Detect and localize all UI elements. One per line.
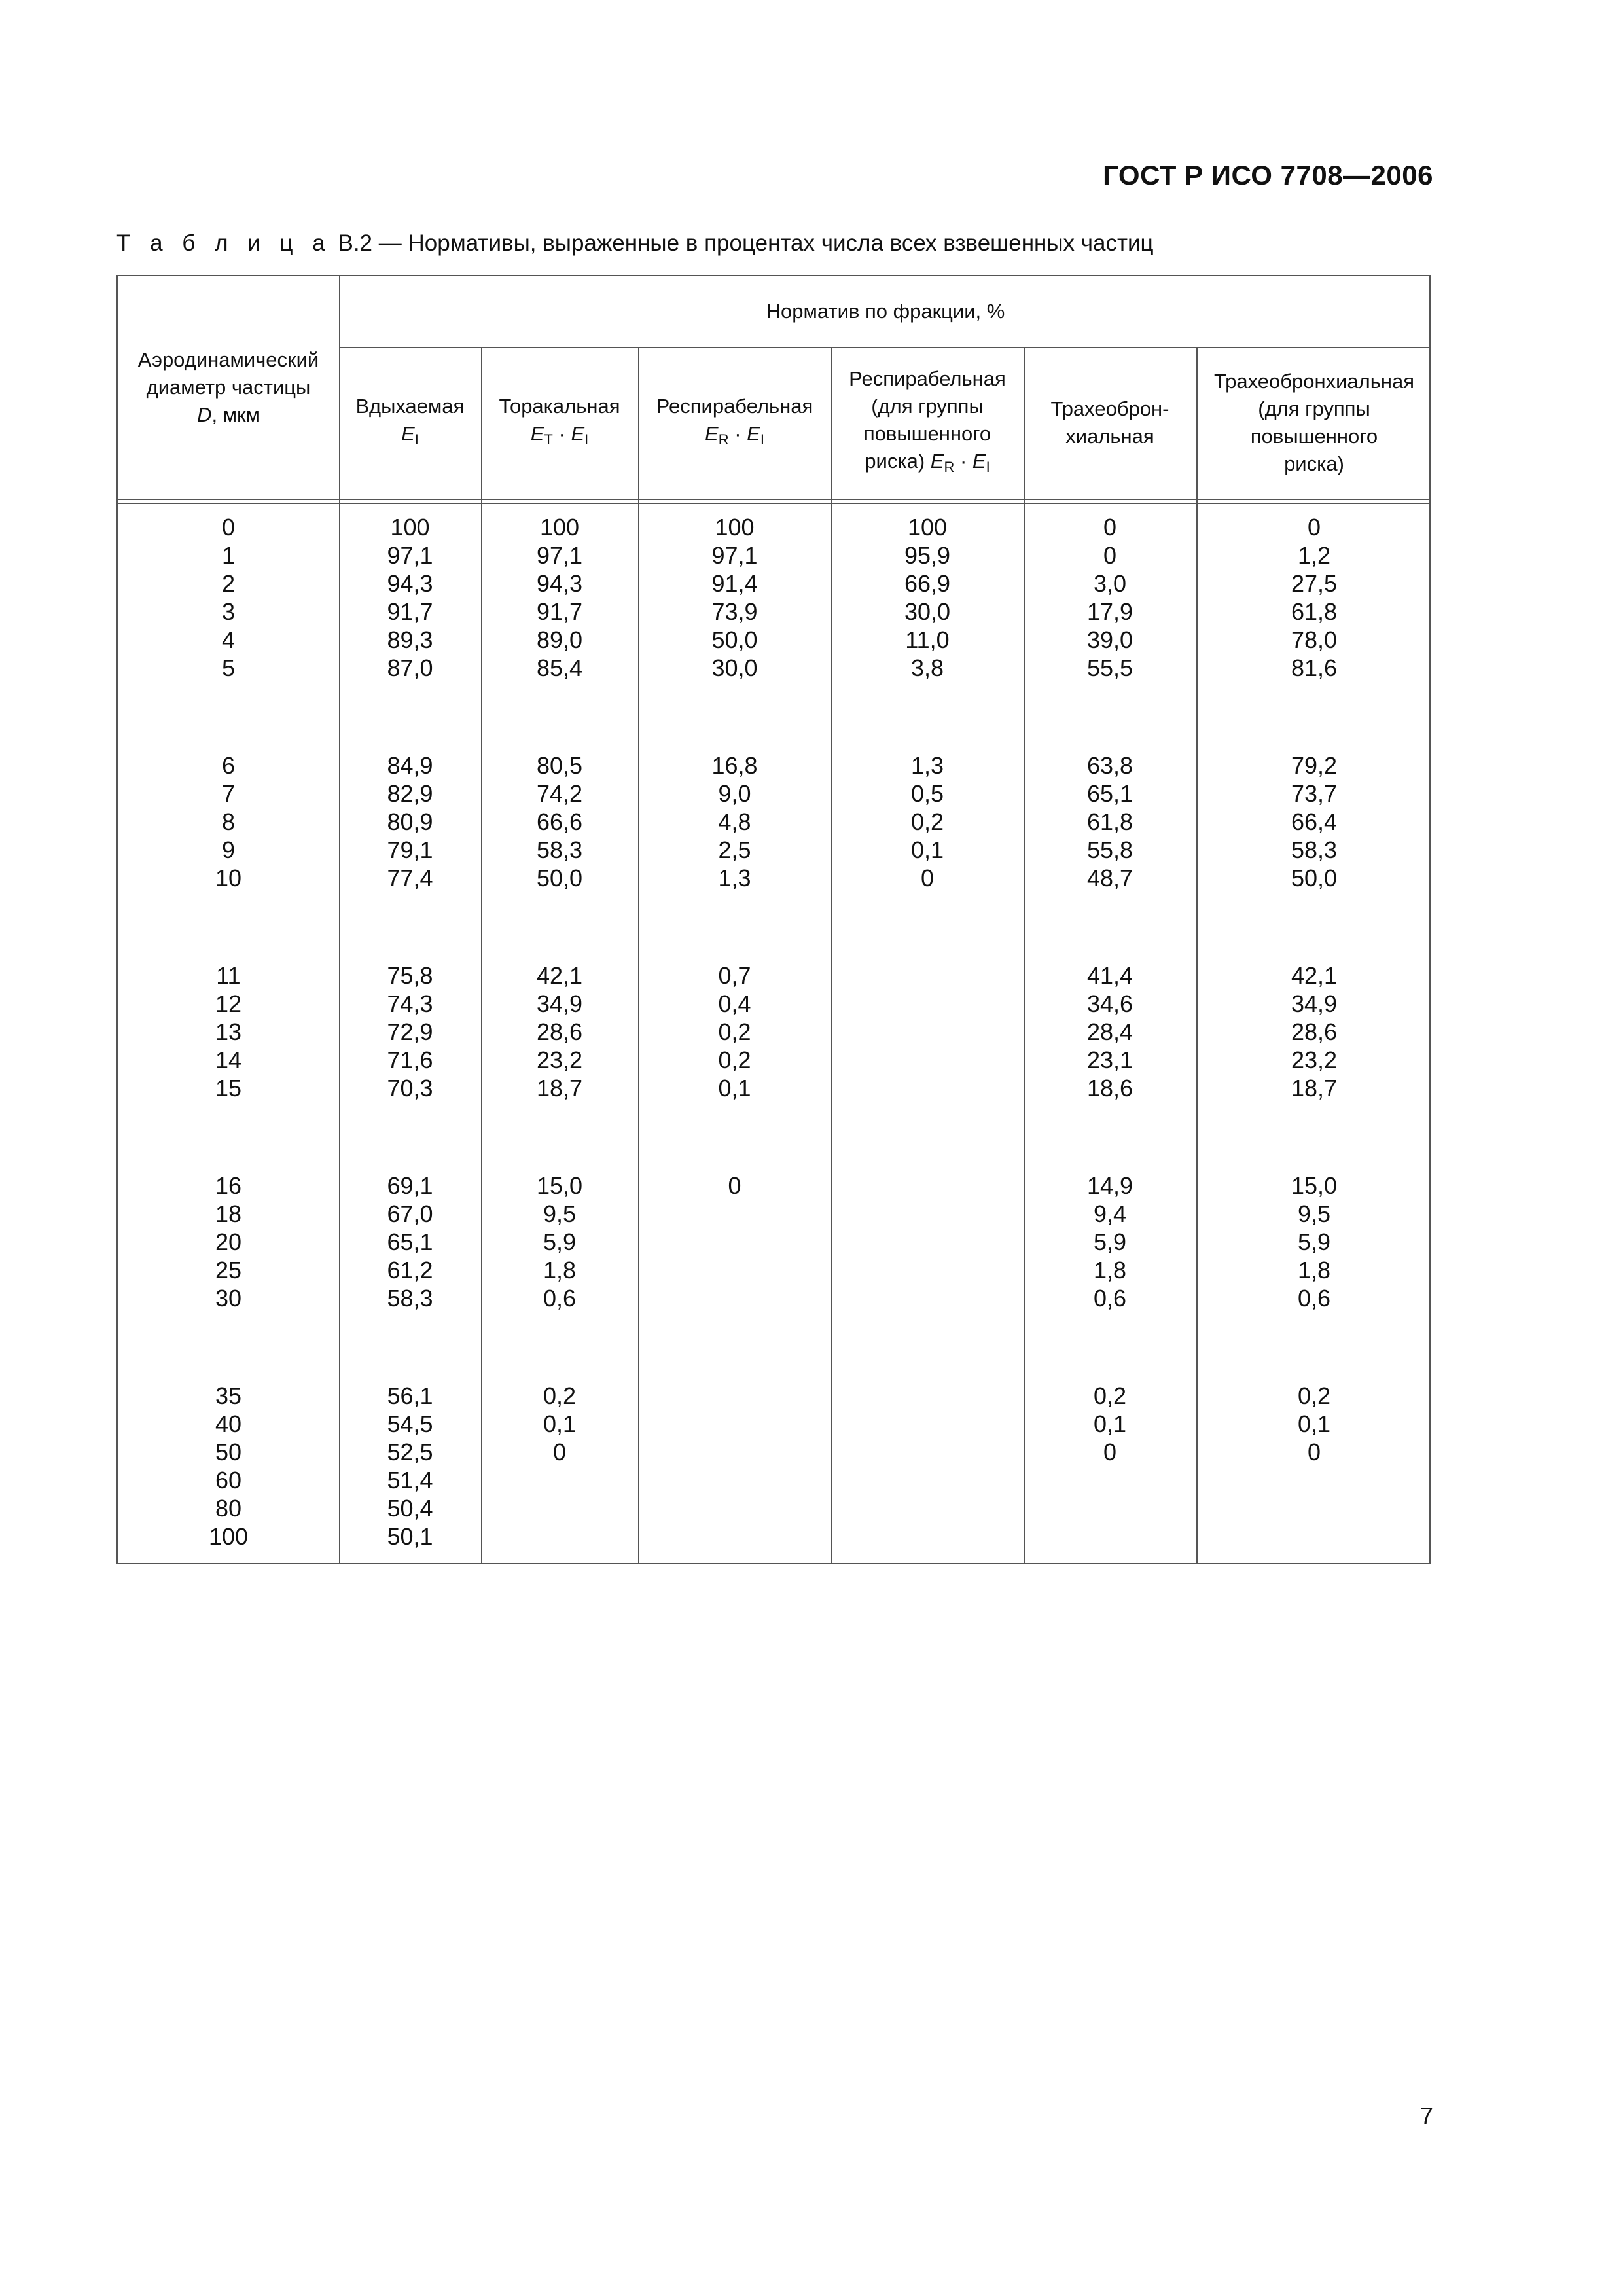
table-cell: 0 xyxy=(1103,542,1116,569)
table-caption-text: — Нормативы, выраженные в процентах числа всех взвешенных частиц xyxy=(372,230,1154,256)
table-cell: 0 xyxy=(552,1439,566,1465)
diameter-column-header xyxy=(118,276,339,499)
table-cell: 69,1 xyxy=(387,1172,433,1199)
table-cell: 1,3 xyxy=(910,752,944,779)
respirable-column-header: Респирабельная $E_R \cdot E_I$ xyxy=(656,394,813,448)
table-cell: 0 xyxy=(1307,514,1321,541)
table-cell: 80 xyxy=(215,1495,242,1522)
table-cell: 42,1 xyxy=(536,962,583,989)
thoracic-values-column xyxy=(481,513,638,1535)
table-cell: 0,1 xyxy=(1297,1410,1331,1437)
row-group xyxy=(215,1172,241,1312)
table-cell: 94,3 xyxy=(536,570,583,597)
table-cell: 0 xyxy=(920,865,934,891)
table-cell: 5,9 xyxy=(1297,1229,1331,1255)
row-group xyxy=(537,961,582,1102)
table-cell: 0,2 xyxy=(910,808,944,835)
table-cell: 91,7 xyxy=(387,598,433,625)
table-cell: 0,1 xyxy=(543,1410,577,1437)
table-cell: 65,1 xyxy=(1086,780,1133,807)
row-group xyxy=(718,961,751,1102)
table-cell: 9,5 xyxy=(1297,1200,1331,1227)
table-cell: 84,9 xyxy=(387,752,433,779)
table-cell: 80,5 xyxy=(536,752,583,779)
table-cell: 13 xyxy=(215,1018,242,1045)
table-cell: 100 xyxy=(715,514,755,541)
inhalable-column-header: Вдыхаемая $E_I$ xyxy=(355,394,465,448)
table-cell: 2 xyxy=(221,570,236,597)
fraction-group-header: Норматив по фракции, % xyxy=(766,300,1005,323)
table-cell: 82,9 xyxy=(387,780,433,807)
table-cell: 97,1 xyxy=(711,542,758,569)
table-cell: 52,5 xyxy=(387,1439,433,1465)
table-cell: 15,0 xyxy=(1291,1172,1338,1199)
table-cell: 95,9 xyxy=(904,542,951,569)
table-cell: 30,0 xyxy=(904,598,951,625)
table-cell: 14,9 xyxy=(1086,1172,1133,1199)
row-group xyxy=(904,513,950,682)
table-cell: 61,8 xyxy=(1086,808,1133,835)
table-cell: 50,0 xyxy=(536,865,583,891)
tracheobronchial-column-header: Трахеоброн- хиальная xyxy=(1050,397,1169,448)
table-cell: 1,3 xyxy=(718,865,751,891)
table-cell: 56,1 xyxy=(387,1382,433,1409)
row-group xyxy=(543,1382,576,1466)
table-cell: 100 xyxy=(907,514,948,541)
table-cell: 61,2 xyxy=(387,1257,433,1283)
row-group xyxy=(537,751,582,892)
table-cell: 100 xyxy=(390,514,430,541)
tracheobronchial-high-risk-values-column xyxy=(1196,513,1432,1535)
row-group xyxy=(1291,751,1337,892)
table-cell: 58,3 xyxy=(536,836,583,863)
table-cell: 0,1 xyxy=(1093,1410,1127,1437)
table-cell: 0,7 xyxy=(718,962,751,989)
table-cell: 0,6 xyxy=(1093,1285,1127,1312)
table-cell: 28,4 xyxy=(1086,1018,1133,1045)
table-cell: 0,2 xyxy=(718,1018,751,1045)
table-cell: 25 xyxy=(215,1257,242,1283)
table-cell: 0 xyxy=(1103,514,1116,541)
table-cell: 1,8 xyxy=(543,1257,577,1283)
table-cell: 79,2 xyxy=(1291,752,1338,779)
table-cell: 16,8 xyxy=(711,752,758,779)
table-cell: 27,5 xyxy=(1291,570,1338,597)
row-group xyxy=(728,1172,741,1200)
thoracic-column-header: Торакальная $E_T \cdot E_I$ xyxy=(499,394,620,448)
row-group xyxy=(387,1382,433,1551)
table-cell: 0 xyxy=(728,1172,741,1199)
table-cell: 54,5 xyxy=(387,1410,433,1437)
table-cell: 0,2 xyxy=(543,1382,577,1409)
table-cell: 74,3 xyxy=(387,990,433,1017)
table-cell: 0,6 xyxy=(1297,1285,1331,1312)
table-cell: 72,9 xyxy=(387,1018,433,1045)
row-group xyxy=(711,513,757,682)
table-cell: 9,4 xyxy=(1093,1200,1127,1227)
table-cell: 58,3 xyxy=(387,1285,433,1312)
row-group xyxy=(387,1172,433,1312)
table-cell: 7 xyxy=(221,780,235,807)
row-group xyxy=(222,513,235,682)
table-cell: 34,9 xyxy=(1291,990,1338,1017)
table-cell: 71,6 xyxy=(387,1047,433,1073)
table-cell: 79,1 xyxy=(387,836,433,863)
table-cell: 9 xyxy=(221,836,235,863)
table-cell: 80,9 xyxy=(387,808,433,835)
row-group xyxy=(209,1382,248,1551)
table-cell: 100 xyxy=(208,1523,249,1550)
table-cell: 58,3 xyxy=(1291,836,1338,863)
table-cell: 0,2 xyxy=(718,1047,751,1073)
table-cell: 78,0 xyxy=(1291,626,1338,653)
table-cell: 41,4 xyxy=(1086,962,1133,989)
table-cell: 61,8 xyxy=(1291,598,1338,625)
table-cell: 66,6 xyxy=(536,808,583,835)
tracheobronchial-values-column xyxy=(1024,513,1196,1535)
row-group xyxy=(1291,961,1337,1102)
respirable-high-risk-values-column xyxy=(831,513,1024,961)
table-cell: 97,1 xyxy=(536,542,583,569)
table-cell: 85,4 xyxy=(536,655,583,681)
table-cell: 0,2 xyxy=(1297,1382,1331,1409)
table-cell: 6 xyxy=(221,752,235,779)
table-cell: 40 xyxy=(215,1410,242,1437)
table-cell: 15,0 xyxy=(536,1172,583,1199)
table-cell: 0 xyxy=(1307,1439,1321,1465)
table-cell: 14 xyxy=(215,1047,242,1073)
table-cell: 77,4 xyxy=(387,865,433,891)
respirable-values-column xyxy=(638,513,831,1269)
table-cell: 39,0 xyxy=(1086,626,1133,653)
table-cell: 75,8 xyxy=(387,962,433,989)
table-cell: 16 xyxy=(215,1172,242,1199)
table-cell: 50,4 xyxy=(387,1495,433,1522)
table-cell: 11 xyxy=(216,962,241,989)
diameter-header-unit: D, мкм xyxy=(197,403,260,426)
table-cell: 67,0 xyxy=(387,1200,433,1227)
table-cell: 5,9 xyxy=(543,1229,577,1255)
diameter-header-line2: диаметр частицы xyxy=(146,376,311,399)
table-cell: 34,6 xyxy=(1086,990,1133,1017)
table-cell: 0,5 xyxy=(910,780,944,807)
row-group xyxy=(1298,1382,1330,1466)
table-cell: 11,0 xyxy=(905,626,950,653)
table-cell: 87,0 xyxy=(387,655,433,681)
table-cell: 50,1 xyxy=(387,1523,433,1550)
row-group xyxy=(215,961,241,1102)
table-cell: 66,4 xyxy=(1291,808,1338,835)
table-caption xyxy=(116,230,1154,257)
row-group xyxy=(387,513,433,682)
table-cell: 2,5 xyxy=(718,836,751,863)
table-cell: 15 xyxy=(215,1075,242,1102)
table-cell: 55,5 xyxy=(1086,655,1133,681)
table-cell: 81,6 xyxy=(1291,655,1338,681)
row-group xyxy=(711,751,757,892)
table-cell: 55,8 xyxy=(1086,836,1133,863)
document-code: ГОСТ Р ИСО 7708—2006 xyxy=(1103,160,1433,190)
table-cell: 1,8 xyxy=(1297,1257,1331,1283)
table-cell: 1,2 xyxy=(1297,542,1331,569)
table-cell: 50,0 xyxy=(711,626,758,653)
table-cell: 30,0 xyxy=(711,655,758,681)
table-cell: 3 xyxy=(221,598,236,625)
table-cell: 34,9 xyxy=(536,990,583,1017)
tracheobronchial-high-risk-column-header: Трахеобронхиальная (для группы повышенного риска) xyxy=(1213,370,1415,475)
table-cell: 0,4 xyxy=(718,990,751,1017)
table-cell: 91,7 xyxy=(536,598,583,625)
row-group xyxy=(1087,961,1133,1102)
table-cell: 100 xyxy=(539,514,580,541)
page-number: 7 xyxy=(1419,2102,1433,2129)
row-group xyxy=(215,751,241,892)
table-cell: 3,8 xyxy=(910,655,944,681)
table-cell: 18 xyxy=(215,1200,242,1227)
table-caption-number: В.2 xyxy=(338,230,373,256)
table-cell: 23,1 xyxy=(1086,1047,1133,1073)
row-group xyxy=(537,1172,582,1312)
diameter-values-column xyxy=(118,513,339,1620)
table-cell: 63,8 xyxy=(1086,752,1133,779)
table-caption-label: Т а б л и ц а xyxy=(116,230,332,256)
row-group xyxy=(1291,1172,1337,1312)
table-cell: 51,4 xyxy=(387,1467,433,1494)
table-cell: 73,7 xyxy=(1291,780,1338,807)
table-cell: 5 xyxy=(221,655,236,681)
table-cell: 50 xyxy=(215,1439,242,1465)
table-cell: 18,7 xyxy=(536,1075,583,1102)
row-group xyxy=(911,751,944,892)
respirable-high-risk-column-header: Респирабельная (для группы повышенного риска) $E_R \cdot E_I$ xyxy=(849,367,1006,475)
table-cell: 9,5 xyxy=(543,1200,577,1227)
table-cell: 35 xyxy=(215,1382,242,1409)
table-cell: 0,6 xyxy=(543,1285,577,1312)
table-cell: 0,2 xyxy=(1093,1382,1127,1409)
table-cell: 8 xyxy=(221,808,235,835)
table-cell: 23,2 xyxy=(1291,1047,1338,1073)
table-cell: 0 xyxy=(1103,1439,1116,1465)
table-cell: 10 xyxy=(215,865,242,891)
table-cell: 65,1 xyxy=(387,1229,433,1255)
table-cell: 42,1 xyxy=(1291,962,1338,989)
table-cell: 94,3 xyxy=(387,570,433,597)
row-group xyxy=(537,513,582,682)
row-group xyxy=(1291,513,1337,682)
table-cell: 0,1 xyxy=(910,836,944,863)
row-group xyxy=(1094,1382,1126,1466)
table-cell: 4,8 xyxy=(718,808,751,835)
row-group xyxy=(387,961,433,1102)
row-group xyxy=(1087,513,1133,682)
table-cell: 0,1 xyxy=(718,1075,751,1102)
table-cell: 4 xyxy=(221,626,236,653)
table-cell: 28,6 xyxy=(1291,1018,1338,1045)
table-cell: 91,4 xyxy=(711,570,758,597)
table-cell: 60 xyxy=(215,1467,242,1494)
standards-table xyxy=(116,275,1431,1564)
inhalable-values-column xyxy=(339,513,481,1620)
table-cell: 1 xyxy=(221,542,236,569)
diameter-header-line1: Аэродинамический xyxy=(137,348,319,371)
table-cell: 12 xyxy=(215,990,242,1017)
table-cell: 9,0 xyxy=(718,780,751,807)
table-cell: 48,7 xyxy=(1086,865,1133,891)
table-cell: 3,0 xyxy=(1093,570,1127,597)
table-cell: 23,2 xyxy=(536,1047,583,1073)
table-cell: 1,8 xyxy=(1093,1257,1127,1283)
table-cell: 18,7 xyxy=(1291,1075,1338,1102)
row-group xyxy=(1087,1172,1133,1312)
table-cell: 66,9 xyxy=(904,570,951,597)
table-cell: 18,6 xyxy=(1086,1075,1133,1102)
row-group xyxy=(387,751,433,892)
table-cell: 0 xyxy=(221,514,236,541)
table-cell: 73,9 xyxy=(711,598,758,625)
table-cell: 30 xyxy=(215,1285,242,1312)
table-cell: 50,0 xyxy=(1291,865,1338,891)
table-cell: 20 xyxy=(215,1229,242,1255)
table-cell: 70,3 xyxy=(387,1075,433,1102)
table-cell: 5,9 xyxy=(1093,1229,1127,1255)
table-cell: 89,0 xyxy=(536,626,583,653)
table-cell: 89,3 xyxy=(387,626,433,653)
table-cell: 28,6 xyxy=(536,1018,583,1045)
table-cell: 17,9 xyxy=(1086,598,1133,625)
row-group xyxy=(1087,751,1133,892)
table-cell: 97,1 xyxy=(387,542,433,569)
table-cell: 74,2 xyxy=(536,780,583,807)
